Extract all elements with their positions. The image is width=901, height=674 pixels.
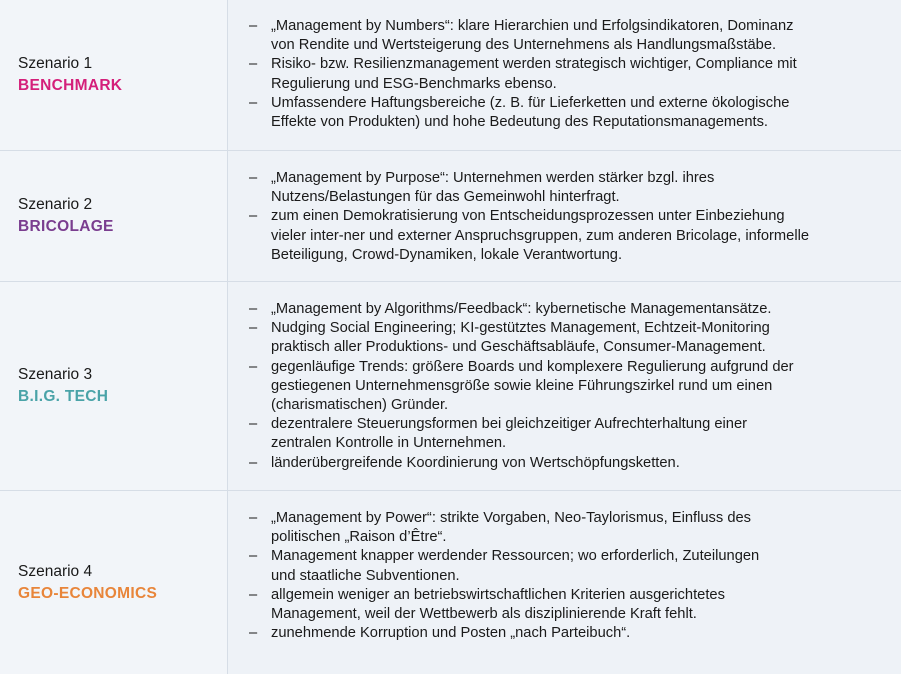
scenario-header (0, 491, 228, 674)
list-item (249, 547, 901, 585)
scenario-description (228, 491, 901, 674)
dash-bullet: – (249, 94, 258, 111)
list-item-line: gegenläufige Trends: größere Boards und komplexere Regulierung aufgrund der (271, 358, 794, 375)
scenario-title: B.I.G. TECH (18, 388, 109, 405)
dash-bullet: – (249, 18, 258, 34)
list-item (249, 17, 901, 55)
list-item (249, 300, 901, 319)
dash-bullet: – (249, 454, 258, 471)
bullet-list (249, 169, 901, 265)
list-item-line: Nutzens/Belastungen für das Gemeinwohl hinterfragt. (271, 189, 620, 206)
dash-bullet: – (249, 416, 258, 433)
dash-bullet: – (249, 208, 258, 225)
list-item-line: „Management by Purpose“: Unternehmen werden stärker bzgl. ihres (271, 170, 715, 186)
dash-bullet: – (249, 301, 258, 317)
list-item-line: „Management by Power“: strikte Vorgaben, Neo-Taylorismus, Einfluss des (271, 510, 751, 526)
list-item-line: Nudging Social Engineering; KI-gestütztes Management, Echtzeit-Monitoring (271, 320, 770, 337)
scenario-row-1 (0, 0, 901, 151)
list-item (249, 358, 901, 416)
list-item-line: gestiegenen Unternehmensgröße sowie kleine Führungszirkel rund um einen (271, 377, 773, 394)
list-item (249, 624, 901, 643)
list-item (249, 207, 901, 265)
list-item-line: „Management by Numbers“: klare Hierarchien und Erfolgsindikatoren, Dominanz (271, 18, 794, 34)
scenario-number: Szenario 3 (18, 366, 93, 383)
list-item (249, 454, 901, 473)
list-item-line: Regulierung und ESG-Benchmarks ebenso. (271, 75, 557, 92)
scenario-number: Szenario 2 (18, 196, 93, 213)
scenario-title: BENCHMARK (18, 77, 123, 94)
scenario-header (0, 282, 228, 490)
list-item-line: Beteiligung, Crowd-Dynamiken, lokale Verantwortung. (271, 246, 623, 263)
list-item-line: zum einen Demokratisierung von Entscheidungsprozessen unter Einbeziehung (271, 208, 785, 225)
scenario-row-3 (0, 282, 901, 491)
list-item (249, 94, 901, 132)
scenario-description (228, 151, 901, 281)
bullet-list (249, 17, 901, 132)
scenario-title: GEO-ECONOMICS (18, 584, 158, 602)
list-item-line: zentralen Kontrolle in Unternehmen. (271, 435, 507, 452)
list-item (249, 319, 901, 357)
list-item-line: Management, weil der Wettbewerb als disziplinierende Kraft fehlt. (271, 606, 697, 623)
dash-bullet: – (249, 320, 258, 337)
list-item-line: und staatliche Subventionen. (271, 567, 460, 584)
scenario-row-2 (0, 151, 901, 282)
scenario-description (228, 0, 901, 150)
bullet-list (249, 509, 901, 643)
list-item-line: vieler inter-ner und externer Anspruchsgruppen, zum anderen Bricolage, informelle (271, 227, 810, 244)
dash-bullet: – (249, 170, 258, 186)
list-item-line: allgemein weniger an betriebswirtschaftlichen Kriterien ausgerichtetes (271, 586, 725, 603)
list-item-line: politischen „Raison d’Être“. (271, 529, 447, 546)
list-item-line: Effekte von Produkten) und hohe Bedeutung des Reputationsmanagements. (271, 114, 769, 131)
list-item-line: Umfassendere Haftungsbereiche (z. B. für Lieferketten und externe ökologische (271, 94, 790, 111)
scenario-header (0, 151, 228, 281)
scenario-number: Szenario 1 (18, 55, 93, 72)
dash-bullet: – (249, 358, 258, 375)
list-item (249, 509, 901, 547)
scenario-description (228, 282, 901, 490)
scenario-title: BRICOLAGE (18, 218, 114, 235)
list-item-line: von Rendite und Wertsteigerung des Unternehmens als Handlungsmaßstäbe. (271, 37, 777, 54)
list-item-line: länderübergreifende Koordinierung von Wertschöpfungsketten. (271, 454, 680, 471)
list-item-line: dezentralere Steuerungsformen bei gleichzeitiger Aufrechterhaltung einer (271, 416, 748, 433)
list-item-line: Risiko- bzw. Resilienzmanagement werden strategisch wichtiger, Compliance mit (271, 56, 797, 73)
dash-bullet: – (249, 510, 258, 526)
dash-bullet: – (249, 548, 258, 565)
list-item (249, 169, 901, 207)
list-item-line: zunehmende Korruption und Posten „nach Parteibuch“. (271, 625, 631, 642)
list-item-line: (charismatischen) Gründer. (271, 397, 449, 414)
scenario-header (0, 0, 228, 150)
scenario-row-4 (0, 491, 901, 674)
list-item-line: praktisch aller Produktions- und Geschäftsabläufe, Consumer-Management. (271, 339, 766, 356)
list-item-line: Management knapper werdender Ressourcen; wo erforderlich, Zuteilungen (271, 548, 760, 565)
list-item (249, 415, 901, 453)
bullet-list (249, 300, 901, 473)
dash-bullet: – (249, 56, 258, 73)
list-item-line: „Management by Algorithms/Feedback“: kybernetische Managementansätze. (271, 301, 772, 317)
list-item (249, 55, 901, 93)
dash-bullet: – (249, 586, 258, 603)
list-item (249, 586, 901, 624)
dash-bullet: – (249, 625, 258, 642)
scenario-number: Szenario 4 (18, 562, 93, 580)
